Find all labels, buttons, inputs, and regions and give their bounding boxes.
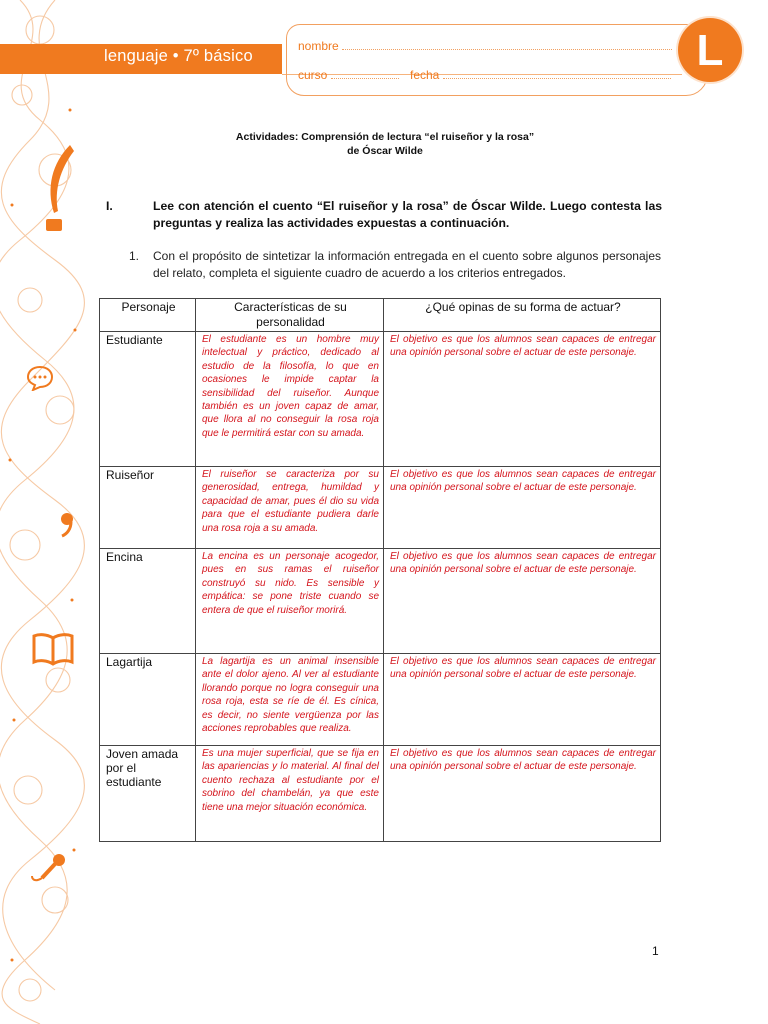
section-text: Lee con atención el cuento “El ruiseñor y la rosa” de Óscar Wilde. Luego contesta las preguntas y realiza las actividades expuestas a continuación.: [153, 199, 662, 230]
table-header-row: [100, 299, 661, 332]
table-row: [100, 467, 661, 549]
character-opinion: El objetivo es que los alumnos sean capaces de entregar una opinión personal sobre el actuar de este personaje.: [384, 746, 661, 842]
table-row: [100, 549, 661, 654]
student-info-box: [286, 24, 708, 96]
curso-field[interactable]: [298, 68, 399, 82]
character-name: Estudiante: [100, 332, 196, 467]
fecha-field[interactable]: [410, 68, 671, 82]
curso-dots: [331, 69, 399, 79]
fecha-label: fecha: [410, 68, 440, 82]
section-instruction: [106, 198, 662, 232]
column-header-caracteristicas: Características de su personalidad: [196, 299, 384, 332]
quill-icon: [40, 143, 80, 238]
item-number: 1.: [129, 249, 140, 263]
speech-bubble-icon: [26, 365, 54, 391]
character-traits: La lagartija es un animal insensible ante el dolor ajeno. Al ver al estudiante llorando porque no logra conseguir una rosa roja, esta se ríe de él. Es cínica, es decir, no siente vergüenza por las acciones reprobables que realiza.: [196, 654, 384, 746]
character-opinion: El objetivo es que los alumnos sean capaces de entregar una opinión personal sobre el actuar de este personaje.: [384, 467, 661, 549]
nombre-dots: [342, 40, 672, 50]
character-opinion: El objetivo es que los alumnos sean capaces de entregar una opinión personal sobre el actuar de este personaje.: [384, 332, 661, 467]
character-opinion: El objetivo es que los alumnos sean capaces de entregar una opinión personal sobre el actuar de este personaje.: [384, 654, 661, 746]
column-header-opinion: ¿Qué opinas de su forma de actuar?: [384, 299, 661, 332]
column-header-personaje: Personaje: [100, 299, 196, 332]
microphone-icon: [28, 852, 68, 888]
character-traits: La encina es un personaje acogedor, pues en sus ramas el ruiseñor construyó su nido. Es sensible y empática: se pone triste cuando se entera de que el ruiseñor morirá.: [196, 549, 384, 654]
character-table: [99, 298, 661, 842]
nombre-label: nombre: [298, 39, 339, 53]
character-traits: Es una mujer superficial, que se fija en las apariencias y lo material. Al final del cuento rechaza al estudiante por el sobrino del chambelán, ya que este tiene una mejor situación económica.: [196, 746, 384, 842]
activity-title: Actividades: Comprensión de lectura “el ruiseñor y la rosa”: [235, 131, 535, 143]
table-row: [100, 654, 661, 746]
item-text: Con el propósito de sintetizar la información entregada en el cuento sobre algunos personajes del relato, completa el siguiente cuadro de acuerdo a los criterios entregados.: [153, 249, 661, 280]
activity-subtitle: de Óscar Wilde: [347, 145, 423, 157]
character-traits: El estudiante es un hombre muy intelectual y práctico, dedicado al estudio de la filosofía, lo que en ocasiones le impide captar la sensibilidad del ruiseñor. Aunque también es un joven capaz de amar, que llora al no conseguir la rosa roja que le permitirá estar con su amada.: [196, 332, 384, 467]
character-name: Lagartija: [100, 654, 196, 746]
character-name: Ruiseñor: [100, 467, 196, 549]
item-instruction: [129, 248, 661, 282]
table-row: [100, 332, 661, 467]
character-traits: El ruiseñor se caracteriza por su generosidad, entrega, humildad y capacidad de amar, pues él dio su vida para que el estudiante pudiera darle una rosa roja a su amada.: [196, 467, 384, 549]
curso-label: curso: [298, 68, 328, 82]
table-row: [100, 746, 661, 842]
section-number: I.: [106, 199, 113, 213]
character-name: Joven amada por el estudiante: [100, 746, 196, 842]
character-opinion: El objetivo es que los alumnos sean capaces de entregar una opinión personal sobre el actuar de este personaje.: [384, 549, 661, 654]
subject-label: lenguaje • 7º básico: [104, 47, 253, 65]
page-number: 1: [652, 944, 659, 958]
character-name: Encina: [100, 549, 196, 654]
subject-badge: [678, 18, 742, 82]
open-book-icon: [32, 632, 74, 666]
badge-letter: L: [696, 26, 724, 75]
fecha-dots: [443, 69, 671, 79]
nombre-field[interactable]: [298, 39, 672, 53]
comma-icon: [58, 512, 76, 538]
